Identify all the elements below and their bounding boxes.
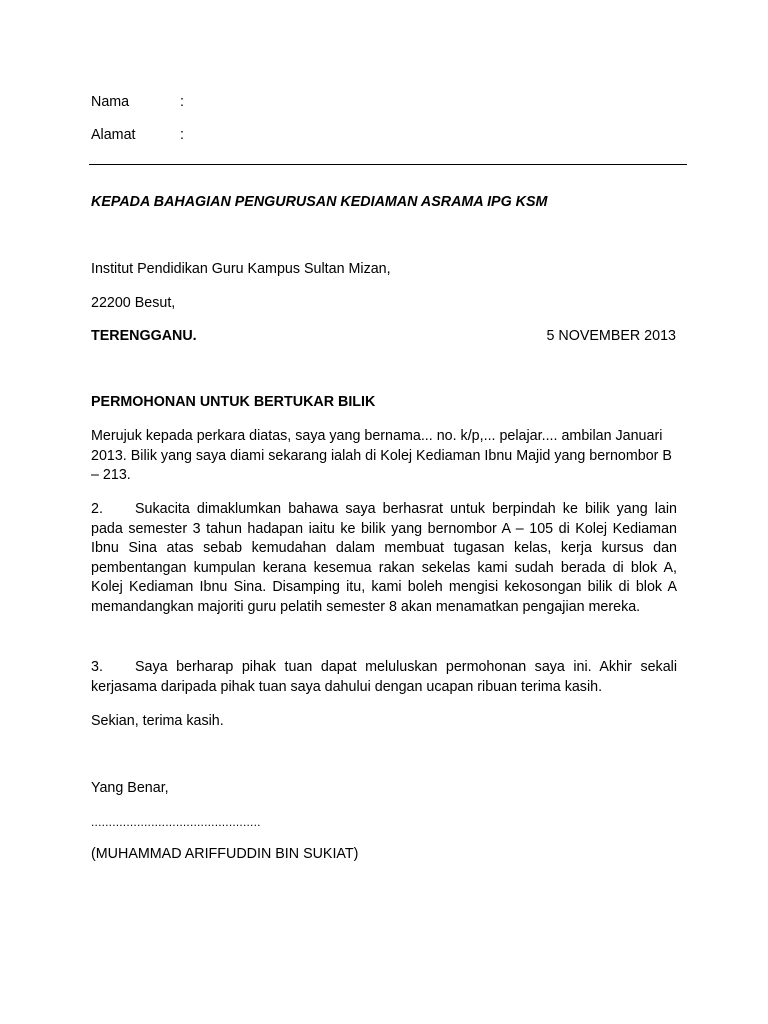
header-divider bbox=[89, 164, 687, 165]
closing-thanks: Sekian, terima kasih. bbox=[91, 713, 224, 729]
paragraph-3-text: Saya berharap pihak tuan dapat meluluskan permohonan saya ini. Akhir sekali kerjasama daripada pihak tuan saya dahului dengan ucapan ribuan terima kasih. bbox=[91, 659, 677, 695]
name-label: Nama bbox=[91, 94, 130, 110]
signature-line: ................................................ bbox=[91, 815, 261, 829]
body-paragraph-2 bbox=[91, 500, 677, 617]
paragraph-3-number: 3. bbox=[91, 659, 103, 675]
address-label: Alamat bbox=[91, 127, 136, 143]
recipient-address-line2: 22200 Besut, bbox=[91, 295, 176, 311]
recipient-address-line3: TERENGGANU. bbox=[91, 328, 197, 344]
recipient-heading: KEPADA BAHAGIAN PENGURUSAN KEDIAMAN ASRAMA IPG KSM bbox=[91, 194, 548, 210]
address-colon: : bbox=[180, 127, 184, 143]
letter-date: 5 NOVEMBER 2013 bbox=[546, 328, 676, 344]
paragraph-2-text: Sukacita dimaklumkan bahawa saya berhasrat untuk berpindah ke bilik yang lain pada semester 3 tahun hadapan iaitu ke bilik yang bernombor A – 105 di Kolej Kediaman Ibnu Sina atas sebab kemudahan dalam membuat tugasan kelas, kerja kursus dan pembentangan kumpulan kerana kesemua rakan sekelas kami sudah berada di blok A, Kolej Kediaman Ibnu Sina. Disamping itu, kami boleh mengisi kekosongan bilik di blok A memandangkan majoriti guru pelatih semester 8 akan menamatkan pengajian mereka. bbox=[91, 501, 677, 615]
closing-salutation: Yang Benar, bbox=[91, 780, 169, 796]
body-paragraph-1: Merujuk kepada perkara diatas, saya yang bernama... no. k/p,... pelajar.... ambilan Januari 2013. Bilik yang saya diami sekarang ialah di Kolej Kediaman Ibnu Majid yang bernombor B – 213. bbox=[91, 428, 672, 483]
paragraph-2-number: 2. bbox=[91, 501, 103, 517]
signatory-name: (MUHAMMAD ARIFFUDDIN BIN SUKIAT) bbox=[91, 846, 359, 862]
letter-subject: PERMOHONAN UNTUK BERTUKAR BILIK bbox=[91, 394, 376, 410]
name-colon: : bbox=[180, 94, 184, 110]
body-paragraph-3 bbox=[91, 658, 677, 697]
recipient-address-line1: Institut Pendidikan Guru Kampus Sultan Mizan, bbox=[91, 261, 391, 277]
